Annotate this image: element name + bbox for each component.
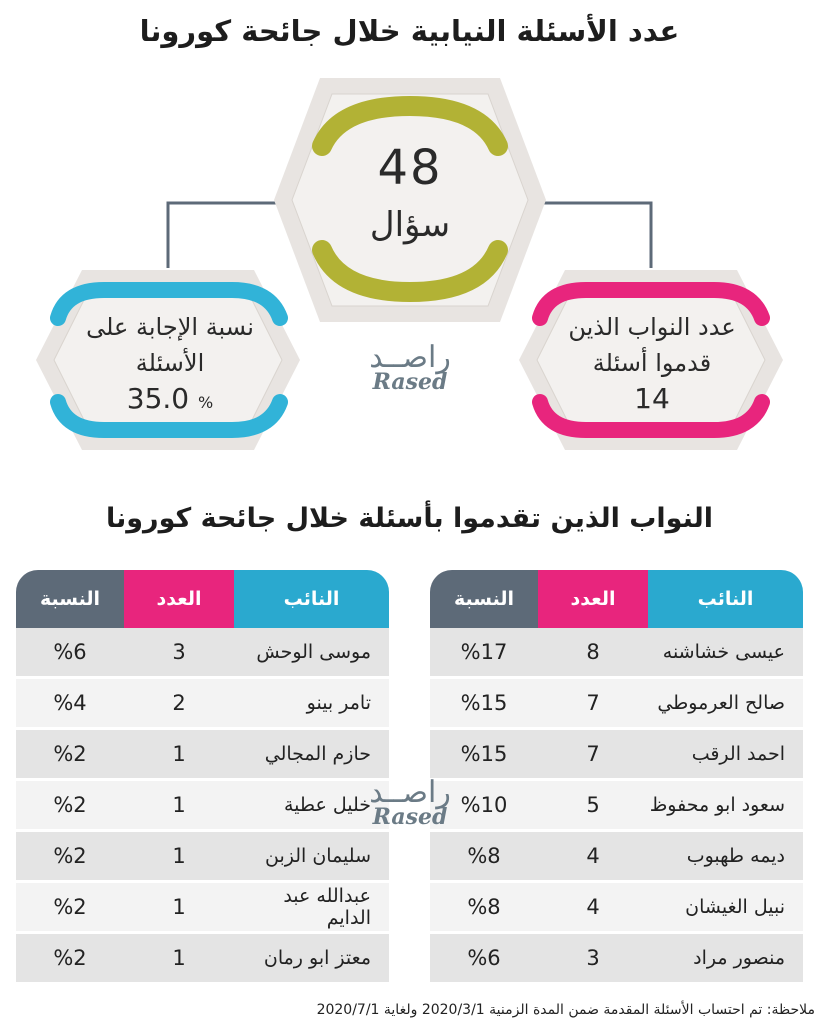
table-row xyxy=(430,628,803,679)
table-row xyxy=(16,781,389,832)
percentage-cell: %15 xyxy=(430,679,538,730)
mp-name-cell: سعود ابو محفوظ xyxy=(648,781,803,832)
left-header-count: العدد xyxy=(124,570,234,628)
mp-name-cell: منصور مراد xyxy=(648,934,803,985)
question-count-cell: 1 xyxy=(124,934,234,985)
left-header-name: النائب xyxy=(234,570,389,628)
table-row xyxy=(430,730,803,781)
rased-watermark xyxy=(350,775,470,830)
answer-rate-value xyxy=(70,382,270,415)
left-mp-table xyxy=(16,570,389,985)
percentage-cell: %15 xyxy=(430,730,538,781)
mp-name-cell: تامر بينو xyxy=(234,679,389,730)
table-row xyxy=(430,883,803,934)
answer-rate-number: 35.0 xyxy=(126,382,190,415)
rased-watermark-latin: Rased xyxy=(372,804,448,830)
table-row xyxy=(430,679,803,730)
question-count-cell: 7 xyxy=(538,679,648,730)
question-label: سؤال xyxy=(369,205,451,245)
table-row xyxy=(16,883,389,934)
table-row xyxy=(430,781,803,832)
answer-rate-label-line2: الأسئلة xyxy=(135,349,205,377)
mp-name-cell: صالح العرموطي xyxy=(648,679,803,730)
table-row xyxy=(16,730,389,781)
percentage-cell: %8 xyxy=(430,832,538,883)
mp-name-cell: احمد الرقب xyxy=(648,730,803,781)
mp-name-cell: موسى الوحش xyxy=(234,628,389,679)
rased-watermark-arabic: راصــد xyxy=(369,775,451,810)
connector-right xyxy=(537,203,651,268)
mp-name-cell: عيسى خشاشنه xyxy=(648,628,803,679)
tables-title: النواب الذين تقدموا بأسئلة خلال جائحة كورونا xyxy=(105,503,714,534)
question-count-cell: 4 xyxy=(538,832,648,883)
mp-name-cell: خليل عطية xyxy=(234,781,389,832)
question-count-cell: 5 xyxy=(538,781,648,832)
table-row xyxy=(430,832,803,883)
percentage-cell: %2 xyxy=(16,781,124,832)
question-count-cell: 4 xyxy=(538,883,648,934)
question-count-cell: 1 xyxy=(124,781,234,832)
question-count: 48 xyxy=(377,140,443,196)
left-table-body xyxy=(16,628,389,985)
mp-name-cell: ديمه طهبوب xyxy=(648,832,803,883)
question-count-cell: 2 xyxy=(124,679,234,730)
mp-name-cell: حازم المجالي xyxy=(234,730,389,781)
percentage-cell: %10 xyxy=(430,781,538,832)
percentage-cell: %2 xyxy=(16,832,124,883)
right-header-name: النائب xyxy=(648,570,803,628)
question-count-cell: 1 xyxy=(124,883,234,934)
question-count-cell: 3 xyxy=(124,628,234,679)
connector-left xyxy=(168,203,282,268)
rased-logo xyxy=(350,340,470,395)
mp-count-label-line1: عدد النواب الذين xyxy=(568,313,736,341)
answer-rate-label-line1: نسبة الإجابة على xyxy=(86,313,254,341)
percentage-cell: %4 xyxy=(16,679,124,730)
percentage-cell: %17 xyxy=(430,628,538,679)
percentage-cell: %2 xyxy=(16,934,124,985)
footnote: ملاحظة: تم احتساب الأسئلة المقدمة ضمن المدة الزمنية 2020/3/1 ولغاية 2020/7/1 xyxy=(316,1002,815,1018)
question-count-cell: 3 xyxy=(538,934,648,985)
main-title: عدد الأسئلة النيابية خلال جائحة كورونا xyxy=(139,14,680,48)
percentage-cell: %2 xyxy=(16,883,124,934)
table-row xyxy=(16,832,389,883)
right-mp-table xyxy=(430,570,803,985)
table-row xyxy=(430,934,803,985)
center-hexagon xyxy=(274,78,546,322)
percentage-cell: %2 xyxy=(16,730,124,781)
question-count-cell: 7 xyxy=(538,730,648,781)
rased-logo-arabic: راصــد xyxy=(369,340,451,375)
mp-count-value: 14 xyxy=(634,382,670,415)
percentage-cell: %6 xyxy=(16,628,124,679)
right-table-body xyxy=(430,628,803,985)
right-header-count: العدد xyxy=(538,570,648,628)
table-row xyxy=(16,934,389,985)
mp-name-cell: عبدالله عبد الدايم xyxy=(234,883,389,934)
mp-name-cell: سليمان الزبن xyxy=(234,832,389,883)
answer-rate-unit: % xyxy=(198,393,214,412)
question-count-cell: 8 xyxy=(538,628,648,679)
mp-name-cell: معتز ابو رمان xyxy=(234,934,389,985)
table-row xyxy=(16,679,389,730)
percentage-cell: %6 xyxy=(430,934,538,985)
percentage-cell: %8 xyxy=(430,883,538,934)
right-header-pct: النسبة xyxy=(430,570,538,628)
question-count-cell: 1 xyxy=(124,730,234,781)
left-header-pct: النسبة xyxy=(16,570,124,628)
table-row xyxy=(16,628,389,679)
mp-count-label-line2: قدموا أسئلة xyxy=(592,349,712,377)
mp-name-cell: نبيل الغيشان xyxy=(648,883,803,934)
question-count-cell: 1 xyxy=(124,832,234,883)
rased-logo-latin: Rased xyxy=(372,369,448,395)
